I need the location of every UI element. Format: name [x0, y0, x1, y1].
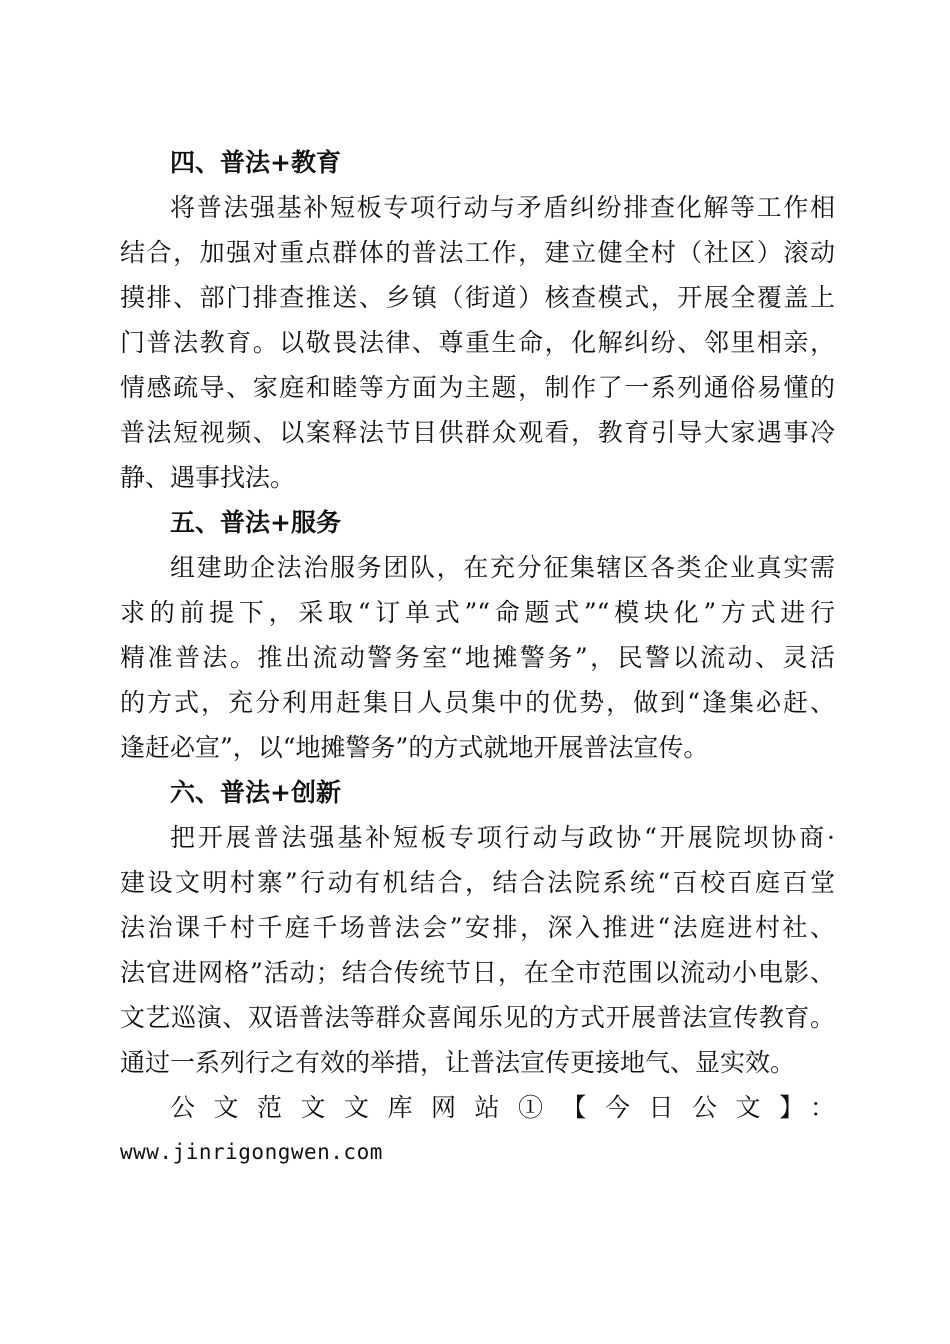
paragraph-line: 文艺巡演、双语普法等群众喜闻乐见的方式开展普法宣传教育。	[120, 1003, 835, 1032]
section-heading-education: 四、普法+教育	[170, 148, 341, 177]
paragraph-line: 摸排、部门排查推送、乡镇（街道）核查模式，开展全覆盖上	[120, 283, 835, 312]
paragraph-line: 结合，加强对重点群体的普法工作，建立健全村（社区）滚动	[120, 238, 835, 267]
paragraph-line: 普法短视频、以案释法节目供群众观看，教育引导大家遇事冷	[120, 418, 835, 447]
paragraph-line: 组建助企法治服务团队，在充分征集辖区各类企业真实需	[170, 553, 835, 582]
section-heading-innovation: 六、普法+创新	[170, 778, 341, 807]
paragraph-line: 门普法教育。以敬畏法律、尊重生命，化解纠纷、邻里相亲，	[120, 328, 835, 357]
paragraph-line: 通过一系列行之有效的举措，让普法宣传更接地气、显实效。	[120, 1048, 796, 1077]
paragraph-line: 把开展普法强基补短板专项行动与政协“开展院坝协商·	[170, 823, 835, 852]
paragraph-line: 建设文明村寨”行动有机结合，结合法院系统“百校百庭百堂	[120, 868, 835, 897]
footer-site-name: 公文范文文库网站①【今日公文】：	[170, 1093, 835, 1122]
paragraph-line: 求的前提下，采取“订单式”“命题式”“模块化”方式进行	[120, 598, 835, 627]
paragraph-line: 将普法强基补短板专项行动与矛盾纠纷排查化解等工作相	[170, 193, 835, 222]
paragraph-line: 精准普法。推出流动警务室“地摊警务”，民警以流动、灵活	[120, 643, 835, 672]
section-heading-service: 五、普法+服务	[170, 508, 341, 537]
paragraph-line: 逢赶必宣”，以“地摊警务”的方式就地开展普法宣传。	[120, 733, 709, 762]
paragraph-line: 静、遇事找法。	[120, 463, 296, 492]
paragraph-line: 法治课千村千庭千场普法会”安排，深入推进“法庭进村社、	[120, 913, 835, 942]
paragraph-line: 情感疏导、家庭和睦等方面为主题，制作了一系列通俗易懂的	[120, 373, 835, 402]
paragraph-line: 法官进网格”活动；结合传统节日，在全市范围以流动小电影、	[120, 958, 835, 987]
document-page	[120, 140, 835, 1175]
footer-url[interactable]: www.jinrigongwen.com	[120, 1140, 383, 1164]
paragraph-line: 的方式，充分利用赶集日人员集中的优势，做到“逢集必赶、	[120, 688, 835, 717]
